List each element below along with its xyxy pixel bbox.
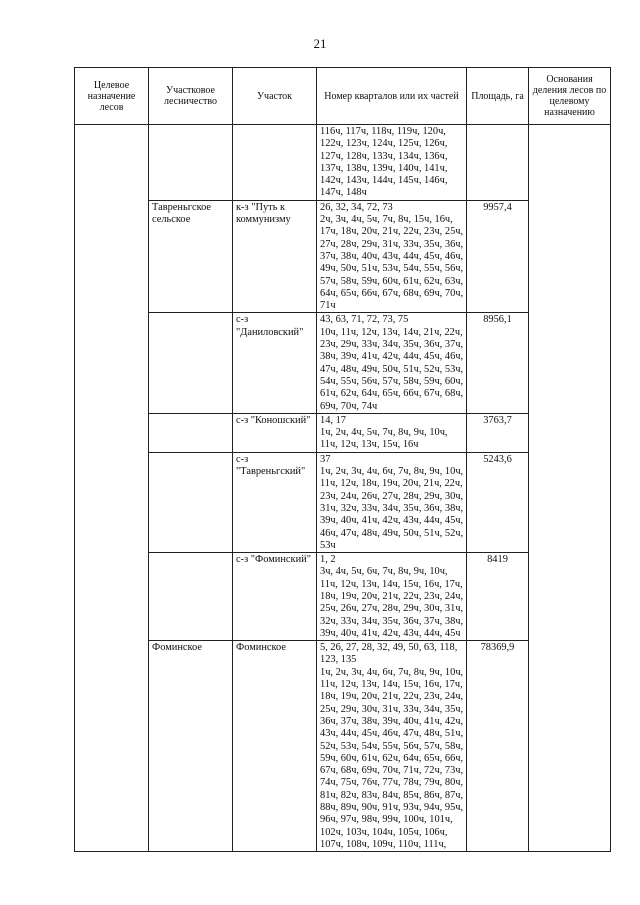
quarters-line: 39ч, 40ч, 41ч, 42ч, 43ч, 44ч, 45ч, — [320, 515, 464, 527]
quarters-line: 37 — [320, 453, 331, 465]
quarters-line: 18ч, 19ч, 20ч, 21ч, 22ч, 23ч, 24ч, — [320, 691, 464, 703]
quarters-line: 61ч, 62ч, 64ч, 65ч, 66ч, 67ч, 68ч, — [320, 388, 464, 400]
area-cell: 8419 — [467, 553, 529, 641]
quarters-line: 11ч, 12ч, 13ч, 14ч, 15ч, 16ч, 17ч, — [320, 578, 463, 590]
quarters-line: 127ч, 128ч, 133ч, 134ч, 136ч, — [320, 150, 448, 162]
quarters-line: 10ч, 11ч, 12ч, 13ч, 14ч, 21ч, 22ч, — [320, 326, 463, 338]
district-cell: Тавреньгское сельское — [149, 200, 233, 313]
quarters-line: 11ч, 12ч, 13ч, 15ч, 16ч — [320, 439, 419, 451]
quarters-line: 147ч, 148ч — [320, 187, 367, 199]
header-purpose: Целевое назначение лесов — [75, 68, 149, 125]
header-site: Участок — [233, 68, 317, 125]
quarters-line: 1ч, 2ч, 4ч, 5ч, 7ч, 8ч, 9ч, 10ч, — [320, 427, 448, 439]
quarters-line: 122ч, 123ч, 124ч, 125ч, 126ч, — [320, 138, 448, 150]
table-header-row — [75, 68, 611, 125]
quarters-line: 23ч, 29ч, 33ч, 34ч, 35ч, 36ч, 37ч, — [320, 339, 464, 351]
quarters-line: 43, 63, 71, 72, 73, 75 — [320, 314, 409, 326]
quarters-line: 46ч, 47ч, 48ч, 49ч, 50ч, 51ч, 52ч, — [320, 527, 464, 539]
quarters-line: 17ч, 18ч, 20ч, 21ч, 22ч, 23ч, 25ч, — [320, 226, 464, 238]
site-cell: с-з "Тавреньгский" — [233, 452, 317, 552]
quarters-line: 11ч, 12ч, 18ч, 19ч, 20ч, 21ч, 22ч, — [320, 478, 463, 490]
quarters-line: 1, 2 — [320, 554, 336, 566]
quarters-line: 43ч, 44ч, 45ч, 46ч, 47ч, 48ч, 51ч, — [320, 728, 464, 740]
area-cell: 78369,9 — [467, 641, 529, 852]
district-cell — [149, 413, 233, 452]
header-basis: Основания деления лесов по целевому назначению — [529, 68, 611, 125]
quarters-line: 37ч, 38ч, 40ч, 43ч, 44ч, 45ч, 46ч, — [320, 250, 464, 262]
quarters-line: 31ч, 32ч, 33ч, 34ч, 35ч, 36ч, 38ч, — [320, 502, 464, 514]
site-cell: Фоминское — [233, 641, 317, 852]
quarters-line: 23ч, 24ч, 26ч, 27ч, 28ч, 29ч, 30ч, — [320, 490, 464, 502]
quarters-line: 25ч, 29ч, 30ч, 31ч, 33ч, 34ч, 35ч, — [320, 703, 464, 715]
quarters-line: 64ч, 65ч, 66ч, 67ч, 68ч, 69ч, 70ч, — [320, 287, 464, 299]
quarters-line: 18ч, 19ч, 20ч, 21ч, 22ч, 23ч, 24ч, — [320, 590, 464, 602]
district-cell — [149, 313, 233, 413]
quarters-cell — [317, 200, 467, 313]
quarters-line: 57ч, 58ч, 59ч, 60ч, 61ч, 62ч, 63ч, — [320, 275, 464, 287]
quarters-line: 47ч, 48ч, 49ч, 50ч, 51ч, 52ч, 53ч, — [320, 363, 464, 375]
quarters-cell — [317, 313, 467, 413]
quarters-line: 116ч, 117ч, 118ч, 119ч, 120ч, — [320, 126, 446, 137]
site-cell: к-з "Путь к коммунизму — [233, 200, 317, 313]
quarters-line: 67ч, 68ч, 69ч, 70ч, 71ч, 72ч, 73ч, — [320, 765, 464, 777]
header-quarters: Номер кварталов или их частей — [317, 68, 467, 125]
quarters-line: 27ч, 28ч, 29ч, 31ч, 33ч, 35ч, 36ч, — [320, 238, 464, 250]
quarters-line: 52ч, 53ч, 54ч, 55ч, 56ч, 57ч, 58ч, — [320, 740, 464, 752]
header-area: Площадь, га — [467, 68, 529, 125]
page-number: 21 — [313, 36, 327, 51]
quarters-line: 142ч, 143ч, 144ч, 145ч, 146ч, — [320, 175, 448, 187]
quarters-line: 2ч, 3ч, 4ч, 5ч, 7ч, 8ч, 15ч, 16ч, — [320, 214, 453, 226]
quarters-line: 39ч, 40ч, 41ч, 42ч, 43ч, 44ч, 45ч — [320, 627, 461, 639]
quarters-cell — [317, 452, 467, 552]
quarters-line: 54ч, 55ч, 56ч, 57ч, 58ч, 59ч, 60ч, — [320, 375, 464, 387]
quarters-line: 88ч, 89ч, 90ч, 91ч, 93ч, 94ч, 95ч, — [320, 802, 464, 814]
site-cell: с-з "Коношский" — [233, 413, 317, 452]
area-cell — [467, 125, 529, 201]
forest-division-table — [74, 67, 611, 852]
quarters-line: 1ч, 2ч, 3ч, 4ч, 6ч, 7ч, 8ч, 9ч, 10ч, — [320, 466, 464, 478]
area-cell: 8956,1 — [467, 313, 529, 413]
quarters-line: 38ч, 39ч, 41ч, 42ч, 44ч, 45ч, 46ч, — [320, 351, 464, 363]
quarters-line: 71ч — [320, 300, 336, 312]
quarters-line: 59ч, 60ч, 61ч, 62ч, 64ч, 65ч, 66ч, — [320, 752, 464, 764]
district-cell: Фоминское — [149, 641, 233, 852]
quarters-line: 107ч, 108ч, 109ч, 110ч, 111ч, — [320, 838, 447, 850]
district-cell — [149, 125, 233, 201]
quarters-line: 5, 26, 27, 28, 32, 49, 50, 63, 118, — [320, 642, 458, 654]
quarters-line: 69ч, 70ч, 74ч — [320, 400, 378, 412]
site-cell — [233, 125, 317, 201]
basis-cell — [529, 125, 611, 852]
quarters-line: 49ч, 50ч, 51ч, 53ч, 54ч, 55ч, 56ч, — [320, 263, 464, 275]
quarters-line: 74ч, 75ч, 76ч, 77ч, 78ч, 79ч, 80ч, — [320, 777, 464, 789]
quarters-line: 25ч, 26ч, 27ч, 28ч, 29ч, 30ч, 31ч, — [320, 603, 464, 615]
quarters-cell — [317, 641, 467, 852]
quarters-line: 1ч, 2ч, 3ч, 4ч, 6ч, 7ч, 8ч, 9ч, 10ч, — [320, 666, 464, 678]
site-cell: с-з "Фоминский" — [233, 553, 317, 641]
quarters-line: 11ч, 12ч, 13ч, 14ч, 15ч, 16ч, 17ч, — [320, 679, 463, 691]
quarters-line: 123, 135 — [320, 654, 357, 666]
quarters-cell — [317, 553, 467, 641]
site-cell: с-з "Даниловский" — [233, 313, 317, 413]
quarters-line: 137ч, 138ч, 139ч, 140ч, 141ч, — [320, 162, 448, 174]
quarters-line: 32ч, 33ч, 34ч, 35ч, 36ч, 37ч, 38ч, — [320, 615, 464, 627]
quarters-cell — [317, 125, 467, 201]
purpose-cell — [75, 125, 149, 852]
area-cell: 9957,4 — [467, 200, 529, 313]
quarters-line: 102ч, 103ч, 104ч, 105ч, 106ч, — [320, 826, 448, 838]
header-district-forestry: Участковое лесничество — [149, 68, 233, 125]
quarters-line: 14, 17 — [320, 414, 346, 426]
quarters-line: 53ч — [320, 539, 336, 551]
area-cell: 5243,6 — [467, 452, 529, 552]
quarters-cell — [317, 413, 467, 452]
district-cell — [149, 452, 233, 552]
quarters-line: 81ч, 82ч, 83ч, 84ч, 85ч, 86ч, 87ч, — [320, 789, 464, 801]
quarters-line: 96ч, 97ч, 98ч, 99ч, 100ч, 101ч, — [320, 814, 453, 826]
area-cell: 3763,7 — [467, 413, 529, 452]
table-row — [75, 125, 611, 201]
quarters-line: 26, 32, 34, 72, 73 — [320, 201, 393, 213]
district-cell — [149, 553, 233, 641]
quarters-line: 3ч, 4ч, 5ч, 6ч, 7ч, 8ч, 9ч, 10ч, — [320, 566, 448, 578]
quarters-line: 36ч, 37ч, 38ч, 39ч, 40ч, 41ч, 42ч, — [320, 715, 464, 727]
